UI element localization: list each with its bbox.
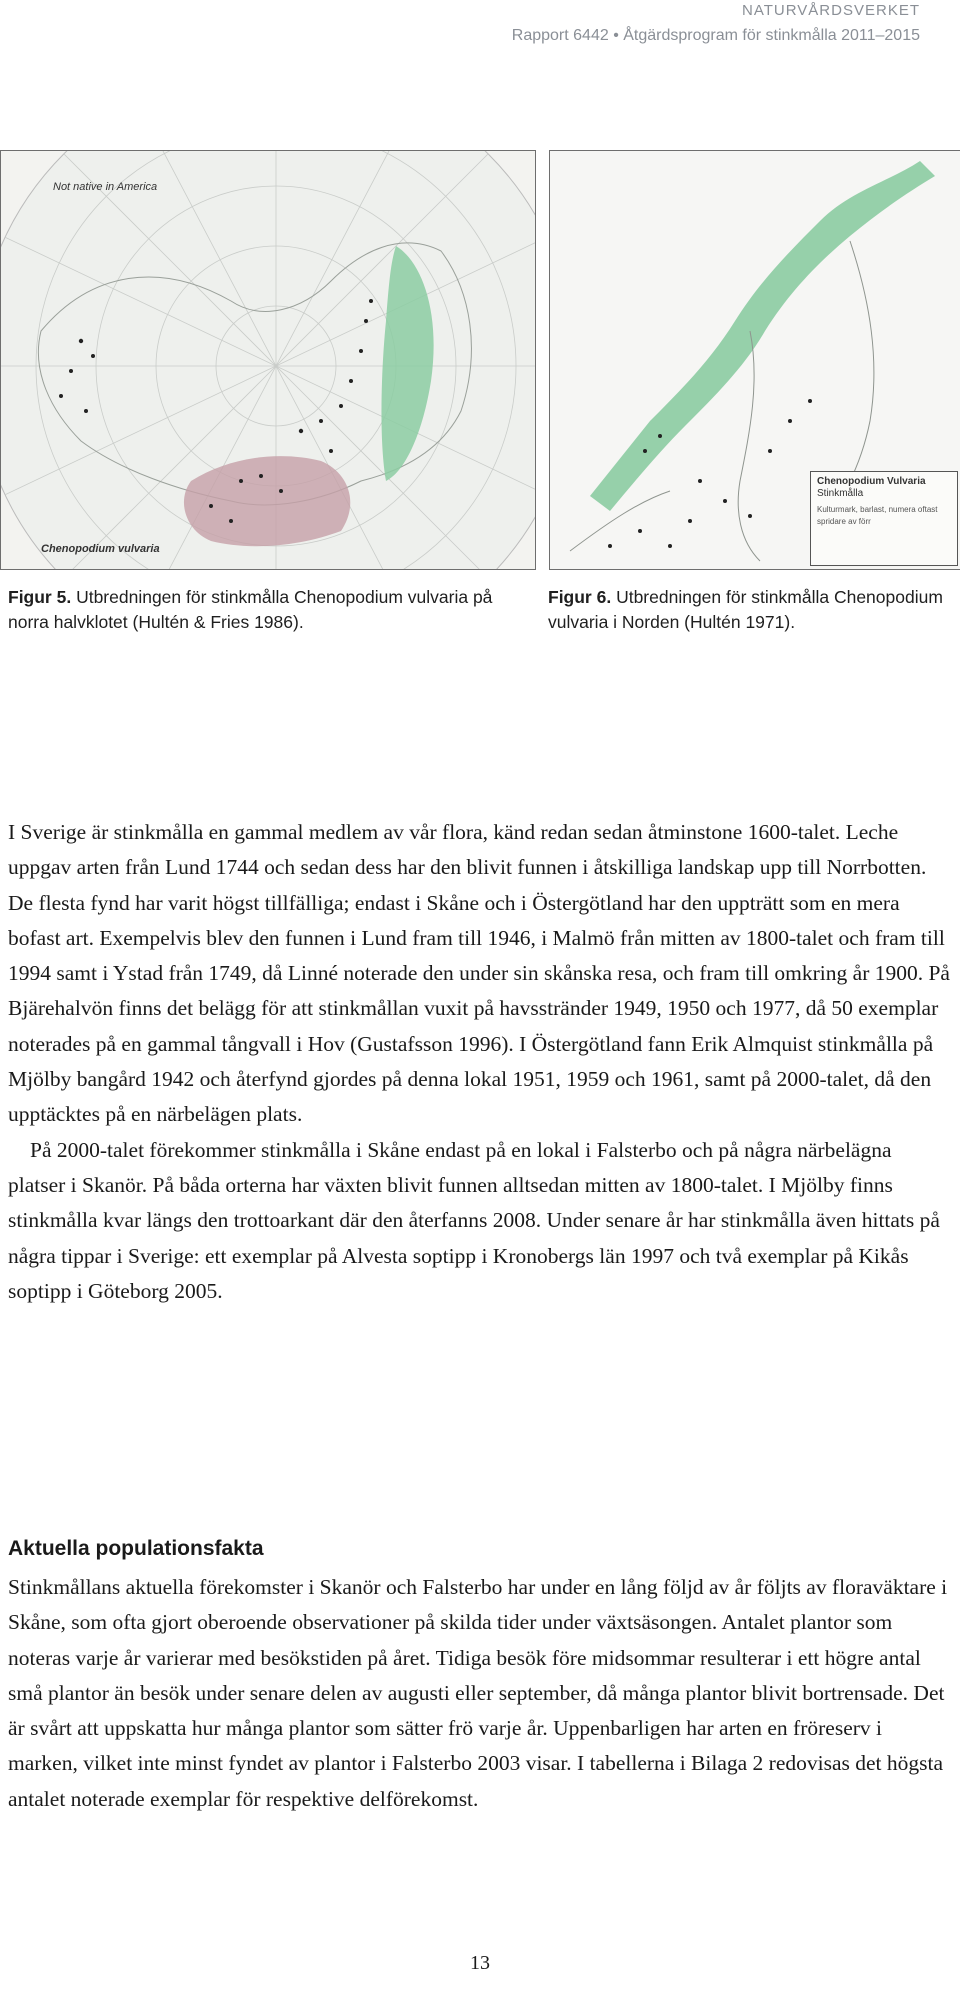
figure-6-caption	[548, 585, 948, 635]
figure-6-map	[549, 150, 960, 570]
figure-5-map	[0, 150, 536, 570]
polar-map-graphic	[1, 151, 535, 569]
map-note-label: Not native in America	[53, 181, 158, 193]
page-header	[512, 0, 920, 48]
paragraph-2: På 2000-talet förekommer stinkmålla i Skåne endast på en lokal i Falsterbo och på några närbelägna platser i Skanör. På båda orterna har växten blivit funnen alltsedan mitten av 1800-talet. I Mjölby finns stinkmålla kvar längs den trottoarkant där den återfanns 2008. Under senare år har stinkmålla även hittats på några tippar i Sverige: ett exemplar på Alvesta soptipp i Kronobergs län 1997 och två exemplar på Kikås soptipp i Göteborg 2005.	[8, 1137, 940, 1303]
legend-subtitle: Stinkmålla	[817, 488, 864, 499]
header-org: NATURVÅRDSVERKET	[742, 2, 920, 19]
figure-5-caption-text: Utbredningen för stinkmålla Chenopodium vulvaria på norra halvklotet (Hultén & Fries 1986).	[8, 587, 493, 632]
header-report: Rapport 6442 • Åtgärdsprogram för stinkmålla 2011–2015	[511, 27, 920, 44]
figure-6-caption-text: Utbredningen för stinkmålla Chenopodium vulvaria i Norden (Hultén 1971).	[548, 587, 943, 632]
figure-5-caption	[8, 585, 528, 635]
paragraph-1: I Sverige är stinkmålla en gammal medlem av vår flora, känd redan sedan åtminstone 1600-talet. Leche uppgav arten från Lund 1744 och sedan dess har den blivit funnen i åtskilliga landskap upp till Norrbotten. De flesta fynd har varit högst tillfälliga; endast i Skåne och i Östergötland har den uppträtt som en mera bofast art. Exempelvis blev den funnen i Lund fram till 1946, i Malmö från mitten av 1800-talet och fram till 1994 samt i Ystad från 1749, då Linné noterade den under sin skånska resa, och fram till omkring år 1900. På Bjärehalvön finns det belägg för att stinkmållan vuxit på havsstränder 1949, 1950 och 1977, då 50 exemplar noterades på en gammal tångvall i Hov (Gustafsson 1996). I Östergötland fann Erik Almquist stinkmålla på Mjölby bangård 1942 och återfynd gjordes på denna lokal 1951, 1959 och 1961, samt på 2000-talet, då den upptäcktes på en närbelägen plats.	[8, 820, 950, 1127]
legend-title: Chenopodium Vulvaria	[817, 476, 926, 487]
figure-6-caption-label: Figur 6.	[548, 587, 612, 607]
legend-note: Kulturmark, barlast, numera oftast spridare av förr	[817, 505, 938, 526]
body-section-population	[8, 1570, 954, 1817]
section-heading: Aktuella populationsfakta	[8, 1537, 264, 1560]
body-section-history	[8, 815, 954, 1309]
figure-5-caption-label: Figur 5.	[8, 587, 72, 607]
paragraph-3: Stinkmållans aktuella förekomster i Skanör och Falsterbo har under en lång följd av år följts av floraväktare i Skåne, som ofta gjort oberoende observationer på skilda tider under växtsäsongen. Antalet plantor som noteras varje år varierar med besökstiden på året. Tidiga besök före midsommar resulterar i ett högre antal små plantor än besök under senare delen av augusti eller september, då många plantor blivit bortrensade. Det är svårt att uppskatta hur många plantor som sätter frö varje år. Uppenbarligen har arten en fröreserv i marken, vilket inte minst fyndet av plantor i Falsterbo 2003 visar. I tabellerna i Bilaga 2 redovisas det högsta antalet noterade exemplar för respektive delförekomst.	[8, 1575, 948, 1811]
page-number: 13	[470, 1952, 490, 1974]
map-species-label: Chenopodium vulvaria	[41, 543, 160, 555]
map-legend-box	[810, 471, 958, 566]
